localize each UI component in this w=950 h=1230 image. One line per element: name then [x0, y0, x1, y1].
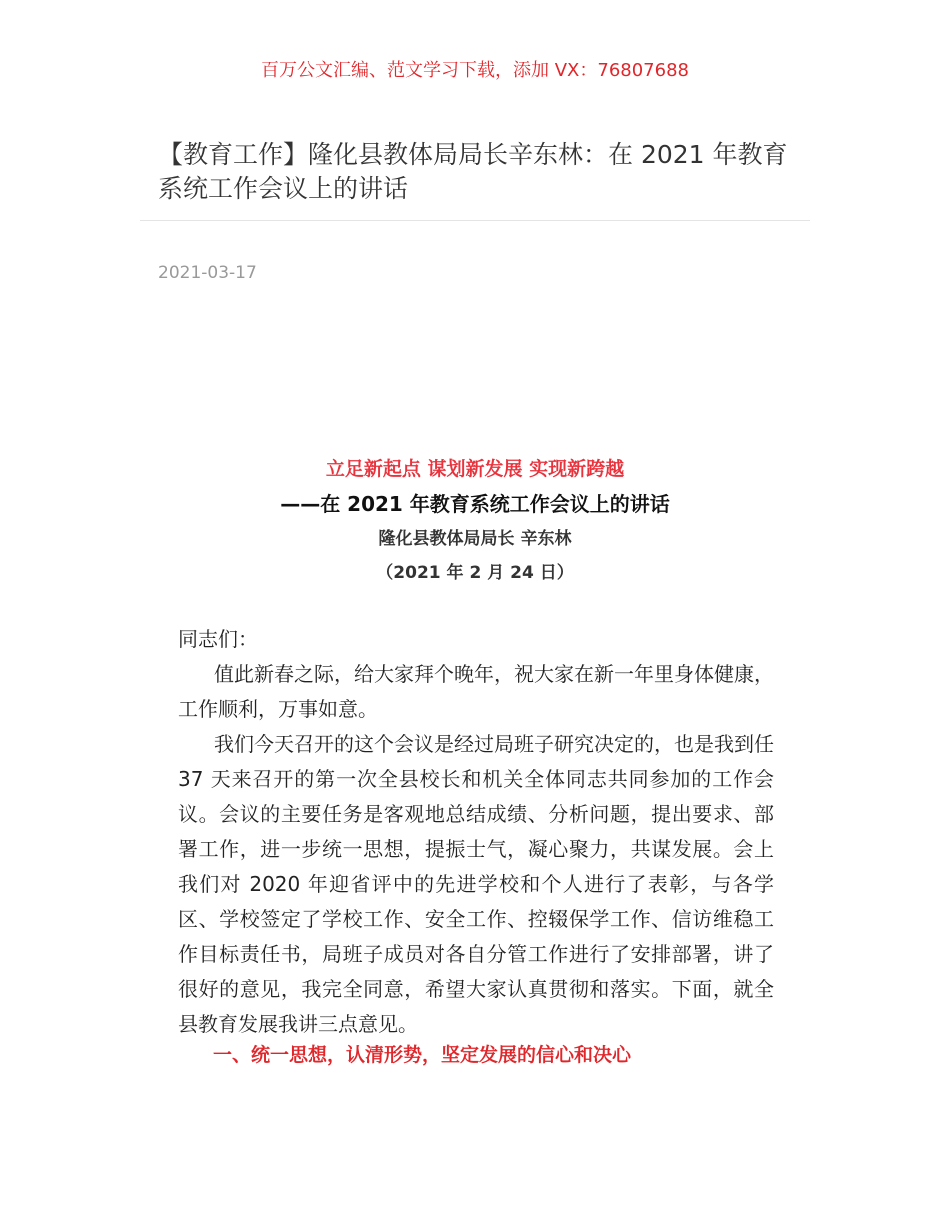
speech-date: （2021 年 2 月 24 日）	[376, 563, 574, 583]
salutation: 同志们：	[178, 627, 258, 651]
speech-headline: 立足新起点 谋划新发展 实现新跨越	[325, 458, 625, 480]
title-divider	[140, 220, 810, 221]
speech-author: 隆化县教体局局长 辛东林	[378, 529, 572, 549]
speech-body	[178, 622, 774, 1042]
speech-subtitle: ——在 2021 年教育系统工作会议上的讲话	[280, 492, 670, 516]
publish-date: 2021-03-17	[158, 263, 257, 283]
paragraph: 值此新春之际，给大家拜个晚年，祝大家在新一年里身体健康，工作顺利，万事如意。	[178, 662, 774, 721]
promo-banner: 百万公文汇编、范文学习下载，添加 VX：76807688	[261, 60, 689, 81]
paragraph: 我们今天召开的这个会议是经过局班子研究决定的，也是我到任 37 天来召开的第一次全县校长和机关全体同志共同参加的工作会议。会议的主要任务是客观地总结成绩、分析问题，提出要求、部署工作，进一步统一思想，提振士气，凝心聚力，共谋发展。会上我们对 2020 年迎省评中的先进学校和个人进行了表彰，与各学区、学校签定了学校工作、安全工作、控辍保学工作、信访维稳工作目标责任书，局班子成员对各自分管工作进行了安排部署，讲了很好的意见，我完全同意，希望大家认真贯彻和落实。下面，就全县教育发展我讲三点意见。	[178, 732, 774, 1036]
section-heading: 一、统一思想，认清形势，坚定发展的信心和决心	[213, 1044, 632, 1066]
article-title: 【教育工作】隆化县教体局局长辛东林：在 2021 年教育系统工作会议上的讲话	[158, 140, 788, 203]
